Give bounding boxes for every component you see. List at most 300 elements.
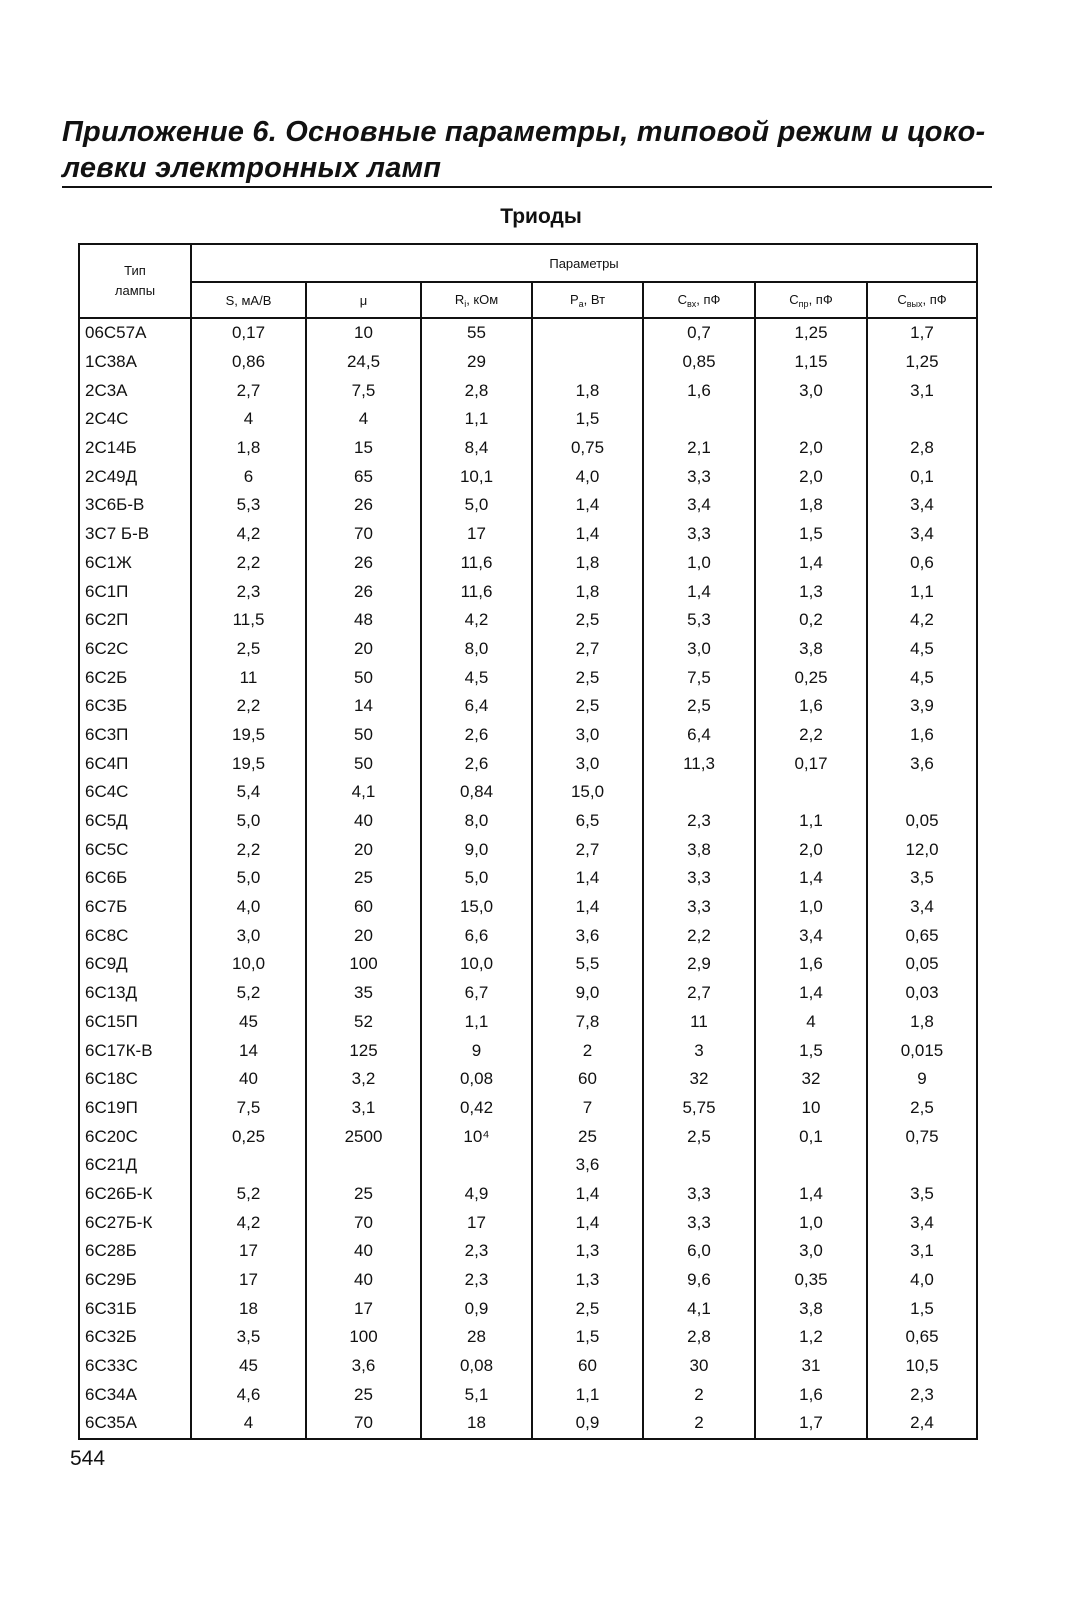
parameter-cell: 15 [306, 434, 421, 463]
parameter-cell: 17 [191, 1237, 306, 1266]
parameter-cell: 2,1 [643, 434, 755, 463]
parameter-cell: 5,0 [191, 807, 306, 836]
parameter-cell: 4,6 [191, 1380, 306, 1409]
parameter-cell: 1,0 [755, 893, 867, 922]
parameter-cell: 9 [421, 1036, 532, 1065]
parameter-cell: 11,5 [191, 606, 306, 635]
tube-type-cell: 6С5Д [79, 807, 191, 836]
parameter-cell: 100 [306, 1323, 421, 1352]
tube-type-cell: 2С49Д [79, 462, 191, 491]
tube-type-header-line-1: Тип [124, 263, 146, 278]
parameter-cell: 48 [306, 606, 421, 635]
parameter-cell: 4,5 [867, 663, 977, 692]
column-header-symbol: C [789, 291, 799, 307]
parameter-cell: 0,65 [867, 921, 977, 950]
parameter-cell [867, 778, 977, 807]
table-row [79, 376, 977, 405]
parameter-cell: 1,5 [755, 520, 867, 549]
parameter-cell: 3,8 [755, 635, 867, 664]
table-row [79, 434, 977, 463]
column-header-row [79, 282, 977, 318]
col-transfer-capacitance-header [755, 282, 867, 318]
parameter-cell: 1,8 [532, 549, 643, 578]
column-header-symbol: R [454, 291, 465, 307]
column-header-unit: , пФ [808, 291, 833, 307]
parameter-cell: 1,3 [532, 1266, 643, 1295]
parameter-cell: 11 [643, 1008, 755, 1037]
parameter-cell: 10,5 [867, 1352, 977, 1381]
parameter-cell: 0,65 [867, 1323, 977, 1352]
parameter-cell: 5,2 [191, 1180, 306, 1209]
tube-type-cell: 6С20С [79, 1122, 191, 1151]
parameter-cell: 2,2 [755, 721, 867, 750]
parameter-cell: 1,5 [532, 1323, 643, 1352]
parameter-cell: 3,4 [867, 520, 977, 549]
col-anode-power-header [532, 282, 643, 318]
tube-type-cell: 6С8С [79, 921, 191, 950]
parameter-cell: 0,1 [867, 462, 977, 491]
table-row [79, 1122, 977, 1151]
parameter-cell: 10,0 [191, 950, 306, 979]
parameter-cell: 1,4 [643, 577, 755, 606]
parameter-cell: 5,75 [643, 1094, 755, 1123]
column-header-symbol: C [677, 291, 687, 307]
table-row [79, 692, 977, 721]
parameter-cell: 2,6 [421, 721, 532, 750]
parameter-cell: 9,0 [532, 979, 643, 1008]
parameter-cell: 0,42 [421, 1094, 532, 1123]
parameter-cell [867, 1151, 977, 1180]
parameter-cell: 70 [306, 1208, 421, 1237]
tube-type-cell: 6С4П [79, 749, 191, 778]
tube-type-cell: 6С17К-В [79, 1036, 191, 1065]
parameter-cell: 60 [532, 1065, 643, 1094]
parameter-cell: 0,015 [867, 1036, 977, 1065]
parameter-cell: 5,1 [421, 1380, 532, 1409]
tube-type-header [79, 244, 191, 318]
parameter-cell: 2,7 [643, 979, 755, 1008]
parameter-cell: 0,03 [867, 979, 977, 1008]
table-row [79, 864, 977, 893]
parameter-cell: 0,9 [532, 1409, 643, 1439]
parameter-cell: 3,0 [532, 749, 643, 778]
heading-underline [62, 186, 992, 188]
parameter-cell: 6,0 [643, 1237, 755, 1266]
parameter-cell: 1,5 [867, 1294, 977, 1323]
tube-type-cell: 6С6Б [79, 864, 191, 893]
table-row [79, 606, 977, 635]
parameter-cell: 1,25 [755, 318, 867, 348]
table-row [79, 807, 977, 836]
column-header-unit: , кОм [466, 291, 499, 307]
parameter-cell: 7,5 [643, 663, 755, 692]
parameter-cell: 1,1 [532, 1380, 643, 1409]
table-row [79, 577, 977, 606]
column-header-symbol: P [569, 291, 579, 307]
parameter-cell: 30 [643, 1352, 755, 1381]
parameter-cell: 70 [306, 520, 421, 549]
table-body [79, 318, 977, 1439]
parameter-cell: 5,3 [643, 606, 755, 635]
parameter-cell: 1,2 [755, 1323, 867, 1352]
parameter-cell: 1,7 [867, 318, 977, 348]
parameter-cell: 7 [532, 1094, 643, 1123]
parameter-cell: 4,2 [191, 1208, 306, 1237]
parameter-cell: 2,5 [867, 1094, 977, 1123]
parameter-cell [755, 405, 867, 434]
tube-type-cell: 6С2С [79, 635, 191, 664]
parameter-cell: 52 [306, 1008, 421, 1037]
parameter-cell: 0,75 [867, 1122, 977, 1151]
parameter-cell: 32 [643, 1065, 755, 1094]
parameter-cell: 28 [421, 1323, 532, 1352]
parameter-cell: 0,17 [191, 318, 306, 348]
parameter-cell: 2,0 [755, 434, 867, 463]
parameter-cell: 60 [532, 1352, 643, 1381]
table-row [79, 1409, 977, 1439]
parameter-cell: 0,6 [867, 549, 977, 578]
parameter-cell [643, 778, 755, 807]
parameter-cell: 5,4 [191, 778, 306, 807]
parameter-cell: 4,0 [191, 893, 306, 922]
parameter-cell: 2,3 [421, 1237, 532, 1266]
tube-type-cell: 2С14Б [79, 434, 191, 463]
parameter-cell: 3,6 [532, 921, 643, 950]
parameter-cell: 1,6 [755, 1380, 867, 1409]
parameter-cell: 3,8 [643, 835, 755, 864]
table-row [79, 1036, 977, 1065]
parameter-cell: 3,5 [191, 1323, 306, 1352]
parameter-cell: 0,17 [755, 749, 867, 778]
parameter-cell: 1,7 [755, 1409, 867, 1439]
column-header-symbol: C [897, 291, 907, 307]
parameter-cell: 31 [755, 1352, 867, 1381]
parameter-cell: 14 [191, 1036, 306, 1065]
parameter-cell: 1,8 [867, 1008, 977, 1037]
parameter-cell: 3 [643, 1036, 755, 1065]
parameter-cell: 12,0 [867, 835, 977, 864]
parameter-cell: 2,0 [755, 835, 867, 864]
parameter-cell: 4,0 [532, 462, 643, 491]
parameter-cell [532, 318, 643, 348]
parameter-cell: 2500 [306, 1122, 421, 1151]
parameter-cell: 25 [306, 1180, 421, 1209]
parameter-cell: 8,0 [421, 635, 532, 664]
table-row [79, 1237, 977, 1266]
parameter-cell: 3,9 [867, 692, 977, 721]
parameter-cell: 10,1 [421, 462, 532, 491]
parameter-cell: 11,6 [421, 577, 532, 606]
column-header-unit: , пФ [922, 291, 947, 307]
parameter-cell: 6,4 [421, 692, 532, 721]
tube-type-cell: 6С2П [79, 606, 191, 635]
parameter-cell: 2,4 [867, 1409, 977, 1439]
parameter-cell: 2,3 [421, 1266, 532, 1295]
parameter-cell: 1,1 [421, 405, 532, 434]
column-header-unit: , Вт [583, 291, 606, 307]
parameter-cell: 18 [191, 1294, 306, 1323]
parameter-cell: 3,0 [755, 1237, 867, 1266]
table-row [79, 520, 977, 549]
parameter-cell: 3,3 [643, 864, 755, 893]
table-row [79, 950, 977, 979]
parameter-cell: 35 [306, 979, 421, 1008]
parameter-cell: 10,0 [421, 950, 532, 979]
parameter-cell: 2,7 [532, 835, 643, 864]
table-row [79, 721, 977, 750]
parameter-cell: 10⁴ [421, 1122, 532, 1151]
section-title: Триоды [500, 205, 582, 228]
parameter-cell: 25 [306, 1380, 421, 1409]
parameter-cell: 2,3 [643, 807, 755, 836]
parameter-cell: 1,4 [755, 864, 867, 893]
parameter-cell: 17 [191, 1266, 306, 1295]
parameter-cell: 6 [191, 462, 306, 491]
parameter-cell: 2,0 [755, 462, 867, 491]
table-row [79, 1294, 977, 1323]
parameter-cell: 4,2 [191, 520, 306, 549]
parameter-cell: 50 [306, 663, 421, 692]
parameter-cell: 14 [306, 692, 421, 721]
parameter-cell: 3,4 [643, 491, 755, 520]
parameter-cell: 40 [306, 1237, 421, 1266]
parameter-cell: 26 [306, 577, 421, 606]
parameter-cell: 1,4 [532, 864, 643, 893]
parameter-cell: 4 [306, 405, 421, 434]
parameter-cell: 0,7 [643, 318, 755, 348]
tube-type-cell: 1С38А [79, 348, 191, 377]
parameter-cell: 1,15 [755, 348, 867, 377]
parameter-cell: 3,5 [867, 1180, 977, 1209]
parameter-cell: 2,7 [532, 635, 643, 664]
tube-type-cell: 6С19П [79, 1094, 191, 1123]
parameter-cell: 9 [867, 1065, 977, 1094]
tube-type-cell: 6С2Б [79, 663, 191, 692]
parameter-cell: 3,4 [867, 893, 977, 922]
parameter-cell: 6,4 [643, 721, 755, 750]
table-row [79, 1266, 977, 1295]
parameter-cell: 3,4 [755, 921, 867, 950]
tube-type-cell: 6С32Б [79, 1323, 191, 1352]
parameter-cell: 1,25 [867, 348, 977, 377]
tube-type-cell: 6С31Б [79, 1294, 191, 1323]
col-amplification-factor-header [306, 282, 421, 318]
parameter-cell: 3,0 [643, 635, 755, 664]
parameter-cell [306, 1151, 421, 1180]
parameter-cell: 4,5 [421, 663, 532, 692]
parameter-cell: 5,0 [421, 491, 532, 520]
table-row [79, 663, 977, 692]
tube-type-cell: 6С29Б [79, 1266, 191, 1295]
parameter-cell: 100 [306, 950, 421, 979]
parameter-cell: 15,0 [421, 893, 532, 922]
parameter-cell: 1,5 [755, 1036, 867, 1065]
column-header-subscript: a [578, 298, 584, 309]
parameter-cell: 1,4 [755, 1180, 867, 1209]
table-row [79, 749, 977, 778]
parameter-cell: 3,1 [867, 376, 977, 405]
parameter-cell: 2,8 [421, 376, 532, 405]
tube-type-cell: 6С7Б [79, 893, 191, 922]
parameter-cell: 4 [191, 1409, 306, 1439]
tube-type-cell: 6С27Б-К [79, 1208, 191, 1237]
col-output-capacitance-header [867, 282, 977, 318]
parameter-cell: 17 [306, 1294, 421, 1323]
parameter-cell: 4,2 [867, 606, 977, 635]
parameter-cell: 2,5 [643, 692, 755, 721]
table-row [79, 893, 977, 922]
tube-type-cell: 6С9Д [79, 950, 191, 979]
parameter-cell: 6,7 [421, 979, 532, 1008]
triode-parameters-table [78, 243, 978, 1440]
tube-type-cell: 6С5С [79, 835, 191, 864]
heading-line-1: Приложение 6. Основные параметры, типовой режим и цоко- [62, 116, 986, 148]
parameter-cell: 5,5 [532, 950, 643, 979]
tube-type-cell: 6С1П [79, 577, 191, 606]
parameter-cell: 2,2 [191, 692, 306, 721]
parameter-cell: 9,6 [643, 1266, 755, 1295]
parameter-cell: 5,0 [191, 864, 306, 893]
parameter-cell [755, 1151, 867, 1180]
parameter-cell: 3,3 [643, 893, 755, 922]
col-transconductance-header [191, 282, 306, 318]
tube-type-cell: 6С3Б [79, 692, 191, 721]
parameter-cell: 70 [306, 1409, 421, 1439]
col-internal-resistance-header [421, 282, 532, 318]
parameter-cell: 40 [191, 1065, 306, 1094]
parameter-cell: 3,4 [867, 491, 977, 520]
table-row [79, 979, 977, 1008]
parameter-cell: 4,9 [421, 1180, 532, 1209]
column-header-unit: , пФ [696, 291, 721, 307]
parameter-cell: 3,3 [643, 1208, 755, 1237]
parameter-cell: 2,3 [867, 1380, 977, 1409]
parameter-cell: 65 [306, 462, 421, 491]
table-row [79, 318, 977, 348]
parameter-cell: 20 [306, 635, 421, 664]
parameter-cell: 0,1 [755, 1122, 867, 1151]
tube-type-cell: 6С18С [79, 1065, 191, 1094]
parameter-cell: 2,8 [643, 1323, 755, 1352]
parameter-cell: 7,5 [191, 1094, 306, 1123]
parameter-cell: 6,5 [532, 807, 643, 836]
parameter-cell: 0,84 [421, 778, 532, 807]
parameter-cell: 40 [306, 807, 421, 836]
tube-type-cell: 6С28Б [79, 1237, 191, 1266]
tube-type-header-line-2: лампы [114, 283, 156, 298]
parameter-cell: 1,4 [755, 549, 867, 578]
parameter-cell: 4,0 [867, 1266, 977, 1295]
parameter-cell: 11 [191, 663, 306, 692]
parameter-cell: 1,4 [532, 1208, 643, 1237]
tube-type-cell: 6С1Ж [79, 549, 191, 578]
parameter-cell: 24,5 [306, 348, 421, 377]
parameter-cell [532, 348, 643, 377]
tube-type-cell: 6С33С [79, 1352, 191, 1381]
parameter-cell: 9,0 [421, 835, 532, 864]
parameter-cell: 1,6 [643, 376, 755, 405]
parameter-cell: 3,4 [867, 1208, 977, 1237]
parameter-cell: 2,6 [421, 749, 532, 778]
parameter-cell: 3,1 [867, 1237, 977, 1266]
parameter-cell: 2,2 [643, 921, 755, 950]
parameter-cell: 1,6 [867, 721, 977, 750]
table-row [79, 491, 977, 520]
parameter-cell: 3,0 [191, 921, 306, 950]
parameter-cell: 32 [755, 1065, 867, 1094]
parameter-cell: 17 [421, 1208, 532, 1237]
parameter-cell: 2,7 [191, 376, 306, 405]
parameter-cell: 7,5 [306, 376, 421, 405]
table-row [79, 1008, 977, 1037]
parameter-cell: 4,2 [421, 606, 532, 635]
tube-type-cell: 2С3А [79, 376, 191, 405]
tube-type-cell: 6С34А [79, 1380, 191, 1409]
parameter-cell [643, 405, 755, 434]
parameter-cell: 25 [532, 1122, 643, 1151]
parameter-cell: 0,05 [867, 807, 977, 836]
table-row [79, 348, 977, 377]
table-row [79, 462, 977, 491]
parameter-cell: 3,3 [643, 1180, 755, 1209]
parameter-cell: 3,2 [306, 1065, 421, 1094]
tube-type-cell: 6С21Д [79, 1151, 191, 1180]
parameter-cell [421, 1151, 532, 1180]
parameter-cell: 2,8 [867, 434, 977, 463]
parameter-cell: 45 [191, 1008, 306, 1037]
parameter-cell: 19,5 [191, 721, 306, 750]
parameter-cell: 0,35 [755, 1266, 867, 1295]
parameter-cell: 1,0 [643, 549, 755, 578]
table-row [79, 1352, 977, 1381]
parameter-cell [643, 1151, 755, 1180]
col-input-capacitance-header [643, 282, 755, 318]
parameter-cell: 2,2 [191, 835, 306, 864]
parameter-cell: 5,2 [191, 979, 306, 1008]
tube-type-cell: 6С3П [79, 721, 191, 750]
parameter-cell: 0,05 [867, 950, 977, 979]
parameter-cell: 25 [306, 864, 421, 893]
parameter-cell: 4,1 [643, 1294, 755, 1323]
parameter-cell: 1,6 [755, 692, 867, 721]
parameter-cell: 2 [643, 1380, 755, 1409]
parameter-cell: 1,1 [755, 807, 867, 836]
table-row [79, 549, 977, 578]
parameter-cell: 2,5 [191, 635, 306, 664]
column-header-subscript: пр [798, 298, 809, 309]
tube-type-cell: 6С13Д [79, 979, 191, 1008]
parameter-cell: 2,5 [532, 663, 643, 692]
parameter-cell: 1,1 [421, 1008, 532, 1037]
parameter-cell: 1,4 [532, 520, 643, 549]
parameter-cell: 2,5 [643, 1122, 755, 1151]
parameter-cell: 1,4 [532, 893, 643, 922]
parameter-cell: 1,8 [755, 491, 867, 520]
parameter-cell: 26 [306, 491, 421, 520]
parameter-cell: 50 [306, 721, 421, 750]
parameter-cell: 3,6 [867, 749, 977, 778]
parameter-cell: 26 [306, 549, 421, 578]
parameter-cell: 0,25 [191, 1122, 306, 1151]
parameter-cell: 10 [755, 1094, 867, 1123]
parameter-cell: 5,3 [191, 491, 306, 520]
parameter-cell: 0,9 [421, 1294, 532, 1323]
table-row [79, 635, 977, 664]
parameter-cell: 0,08 [421, 1352, 532, 1381]
parameter-cell: 29 [421, 348, 532, 377]
parameter-cell: 2,3 [191, 577, 306, 606]
tube-type-cell: 3С7 Б-В [79, 520, 191, 549]
